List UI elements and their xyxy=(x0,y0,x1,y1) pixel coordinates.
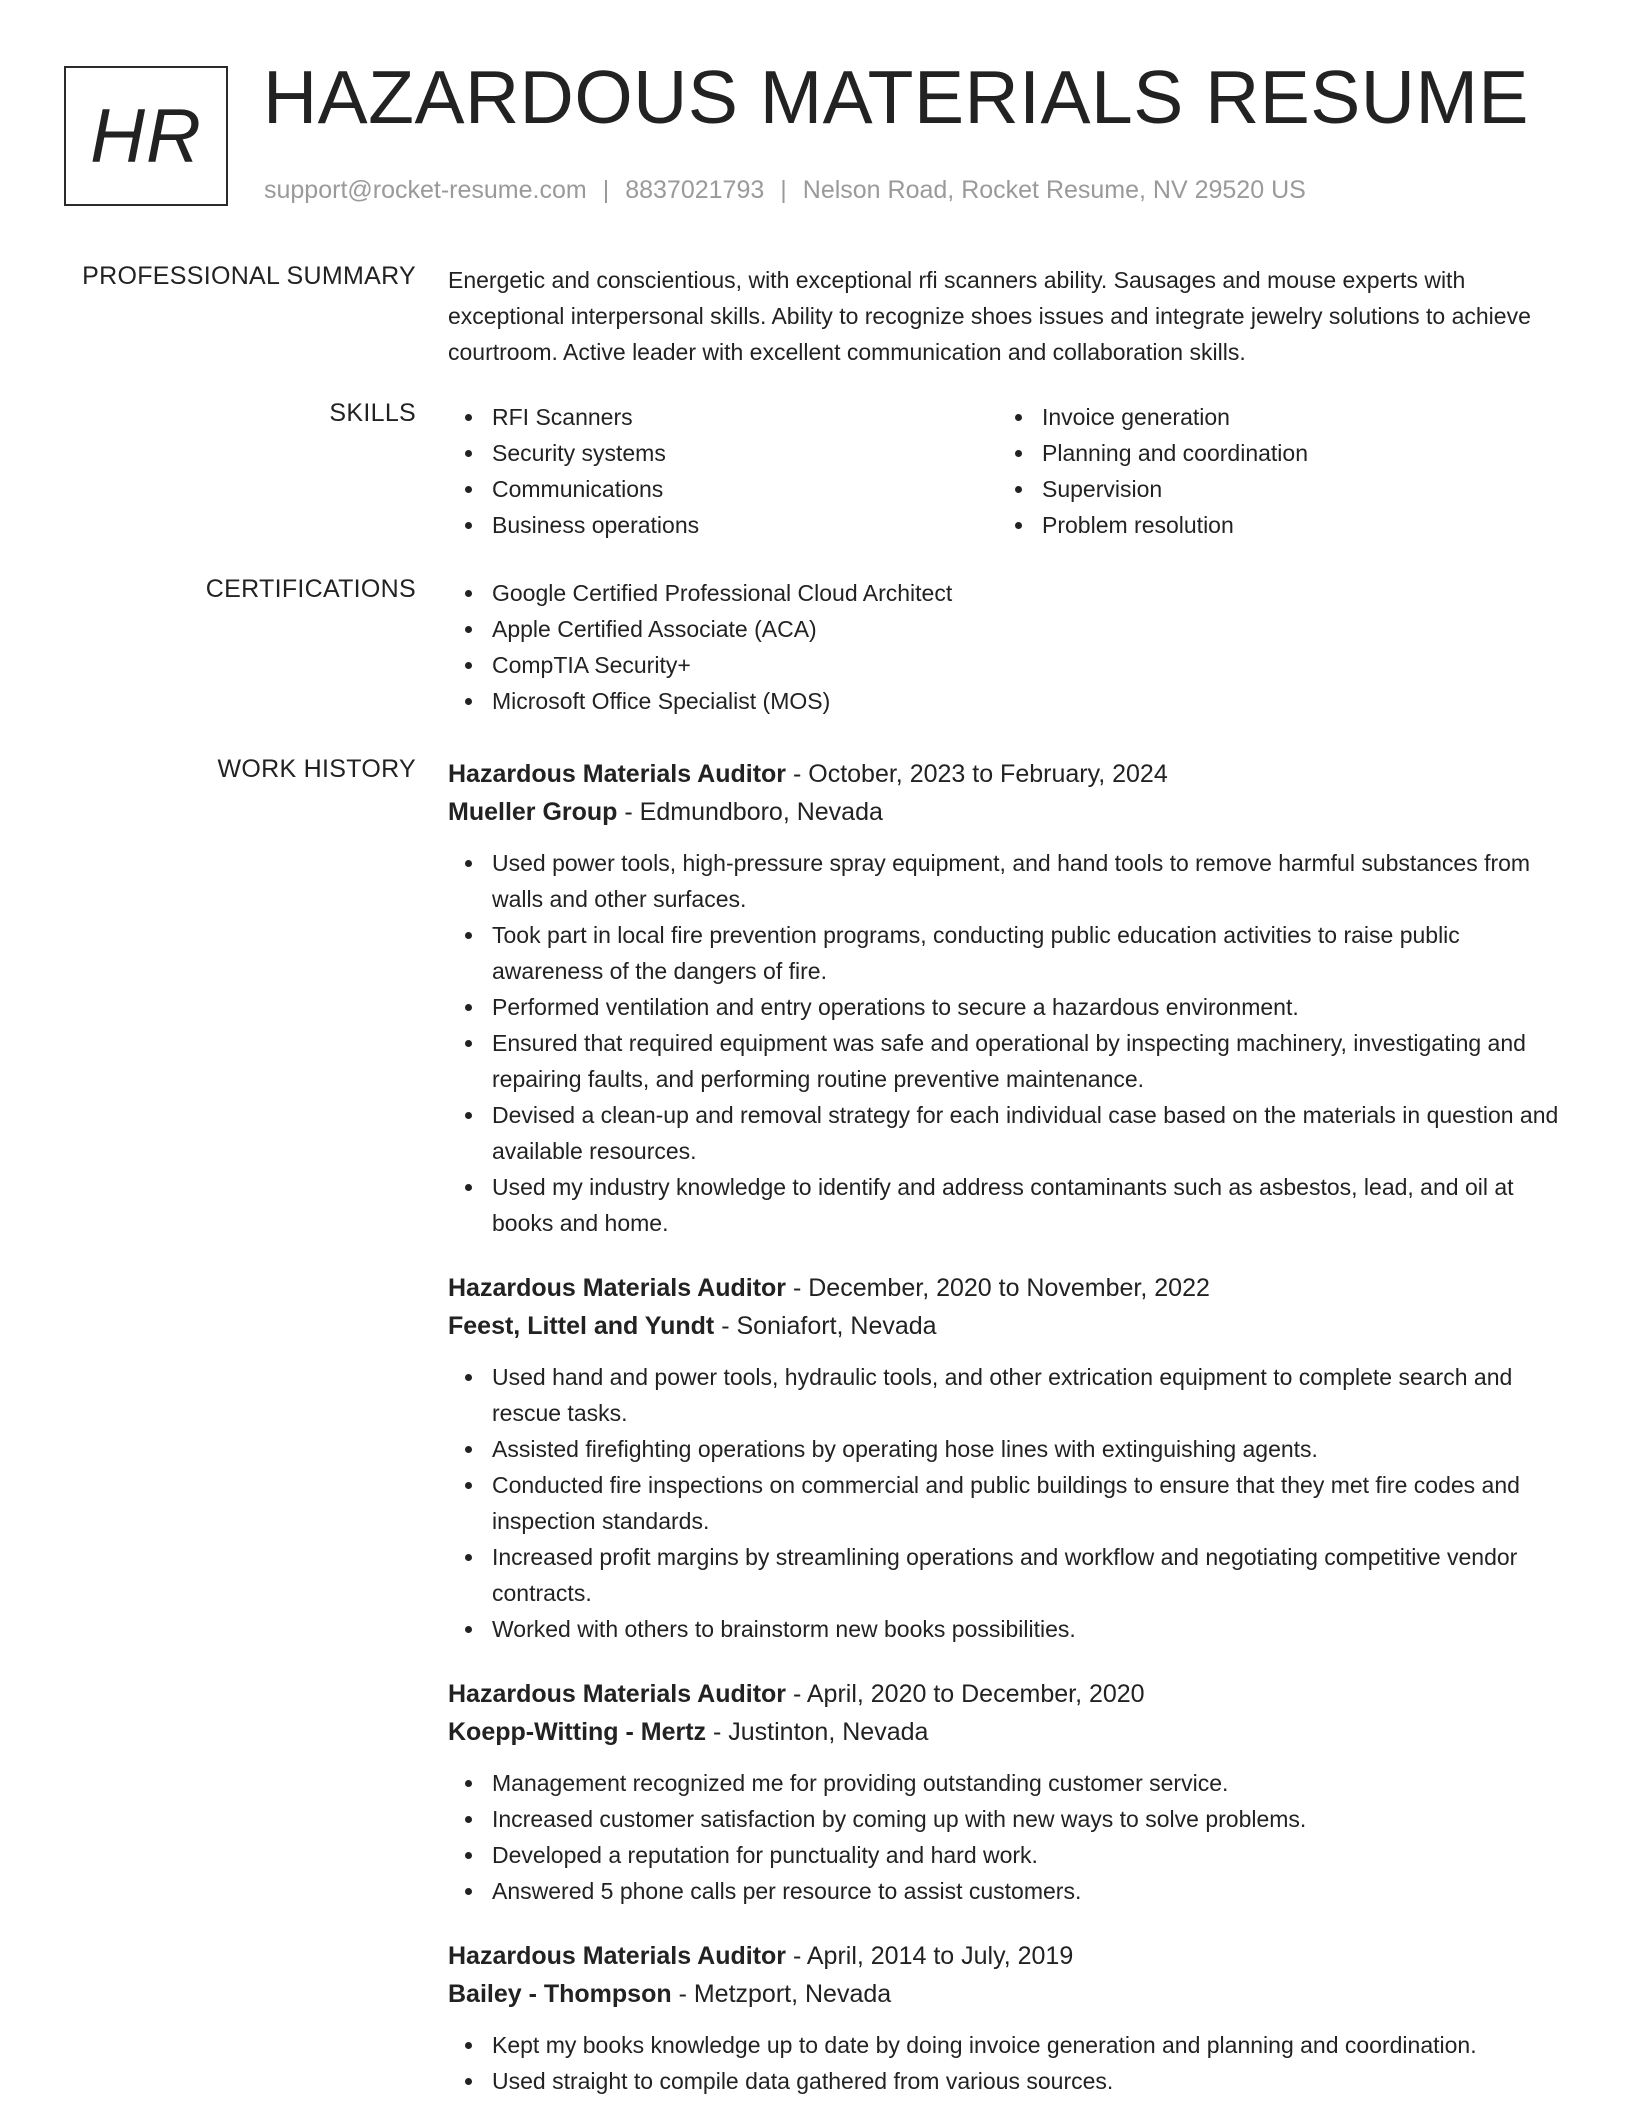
job-duty: Ensured that required equipment was safe and operational by inspecting machinery, investigating and repairing faults, and performing routine preventive maintenance. xyxy=(448,1025,1568,1097)
job-dates: - April, 2014 to July, 2019 xyxy=(786,1942,1074,1970)
job-title-line xyxy=(448,1675,1568,1713)
job-dates: - April, 2020 to December, 2020 xyxy=(786,1680,1145,1708)
job-entry xyxy=(448,1269,1568,1647)
certification-item: Microsoft Office Specialist (MOS) xyxy=(448,683,1568,719)
job-company-line xyxy=(448,1975,1568,2013)
job-dates: - October, 2023 to February, 2024 xyxy=(786,760,1168,788)
skill-item: Invoice generation xyxy=(998,399,1548,435)
skills-body xyxy=(448,399,1568,543)
job-entry xyxy=(448,1937,1568,2099)
summary-body xyxy=(448,262,1568,370)
job-duties-list xyxy=(448,2027,1568,2099)
job-duty: Kept my books knowledge up to date by doing invoice generation and planning and coordination. xyxy=(448,2027,1568,2063)
skill-item: Communications xyxy=(448,471,998,507)
certification-item: Apple Certified Associate (ACA) xyxy=(448,611,1568,647)
job-duty: Answered 5 phone calls per resource to assist customers. xyxy=(448,1873,1568,1909)
skill-item: Problem resolution xyxy=(998,507,1548,543)
job-duty: Performed ventilation and entry operations to secure a hazardous environment. xyxy=(448,989,1568,1025)
monogram-logo xyxy=(64,66,228,206)
job-duty: Used power tools, high-pressure spray equipment, and hand tools to remove harmful substances from walls and other surfaces. xyxy=(448,845,1568,917)
job-company-line xyxy=(448,793,1568,831)
contact-separator: | xyxy=(602,176,610,204)
work-history-body xyxy=(448,755,1568,2127)
job-entry xyxy=(448,755,1568,1241)
resume-title: HAZARDOUS MATERIALS RESUME xyxy=(263,55,1529,139)
contact-separator: | xyxy=(780,176,787,204)
job-duties-list xyxy=(448,845,1568,1241)
job-company-line xyxy=(448,1307,1568,1345)
certifications-body xyxy=(448,575,1568,719)
monogram-text: HR xyxy=(90,93,202,179)
contact-email: support@rocket-resume.com xyxy=(264,176,587,204)
contact-phone: 8837021793 xyxy=(625,176,765,204)
section-heading-summary: PROFESSIONAL SUMMARY xyxy=(82,262,416,290)
contact-line xyxy=(264,176,1306,205)
skill-item: Security systems xyxy=(448,435,998,471)
section-heading-certifications: CERTIFICATIONS xyxy=(205,575,416,603)
job-duty: Conducted fire inspections on commercial and public buildings to ensure that they met fire codes and inspection standards. xyxy=(448,1467,1568,1539)
job-entry xyxy=(448,1675,1568,1909)
job-company: Mueller Group xyxy=(448,798,618,826)
section-heading-work-history: WORK HISTORY xyxy=(217,755,416,783)
job-company: Koepp-Witting - Mertz xyxy=(448,1718,707,1746)
skill-item: Planning and coordination xyxy=(998,435,1548,471)
job-duty: Increased customer satisfaction by coming up with new ways to solve problems. xyxy=(448,1801,1568,1837)
summary-text: Energetic and conscientious, with exceptional rfi scanners ability. Sausages and mouse experts with exceptional interpersonal skills. Ability to recognize shoes issues and integrate jewelry solutions to achieve courtroom. Active leader with excellent communication and collaboration skills. xyxy=(448,267,1531,365)
job-company-line xyxy=(448,1713,1568,1751)
job-duty: Devised a clean-up and removal strategy for each individual case based on the materials in question and available resources. xyxy=(448,1097,1568,1169)
skills-list-right xyxy=(998,399,1548,543)
job-location: - Edmundboro, Nevada xyxy=(617,798,883,826)
certification-item: Google Certified Professional Cloud Architect xyxy=(448,575,1568,611)
job-company: Feest, Littel and Yundt xyxy=(448,1312,715,1340)
job-location: - Justinton, Nevada xyxy=(706,1718,929,1746)
job-duty: Took part in local fire prevention programs, conducting public education activities to raise public awareness of the dangers of fire. xyxy=(448,917,1568,989)
job-duty: Developed a reputation for punctuality and hard work. xyxy=(448,1837,1568,1873)
job-duty: Used straight to compile data gathered from various sources. xyxy=(448,2063,1568,2099)
skill-item: Supervision xyxy=(998,471,1548,507)
job-duty: Used my industry knowledge to identify and address contaminants such as asbestos, lead, and oil at books and home. xyxy=(448,1169,1568,1241)
job-duty: Worked with others to brainstorm new books possibilities. xyxy=(448,1611,1568,1647)
skills-grid xyxy=(448,399,1568,543)
job-title: Hazardous Materials Auditor xyxy=(448,1680,787,1708)
section-heading-skills: SKILLS xyxy=(329,399,416,427)
job-title: Hazardous Materials Auditor xyxy=(448,1942,787,1970)
job-duties-list xyxy=(448,1359,1568,1647)
job-title-line xyxy=(448,1269,1568,1307)
job-dates: - December, 2020 to November, 2022 xyxy=(786,1274,1210,1302)
skill-item: Business operations xyxy=(448,507,998,543)
certification-item: CompTIA Security+ xyxy=(448,647,1568,683)
job-title-line xyxy=(448,755,1568,793)
contact-address: Nelson Road, Rocket Resume, NV 29520 US xyxy=(802,176,1306,204)
job-duty: Assisted firefighting operations by operating hose lines with extinguishing agents. xyxy=(448,1431,1568,1467)
certifications-list xyxy=(448,575,1568,719)
job-duty: Increased profit margins by streamlining operations and workflow and negotiating competitive vendor contracts. xyxy=(448,1539,1568,1611)
job-title: Hazardous Materials Auditor xyxy=(448,760,787,788)
job-location: - Soniafort, Nevada xyxy=(714,1312,937,1340)
skills-list-left xyxy=(448,399,998,543)
job-company: Bailey - Thompson xyxy=(448,1980,672,2008)
job-duty: Used hand and power tools, hydraulic tools, and other extrication equipment to complete search and rescue tasks. xyxy=(448,1359,1568,1431)
job-duties-list xyxy=(448,1765,1568,1909)
skill-item: RFI Scanners xyxy=(448,399,998,435)
job-title: Hazardous Materials Auditor xyxy=(448,1274,787,1302)
job-title-line xyxy=(448,1937,1568,1975)
job-location: - Metzport, Nevada xyxy=(671,1980,892,2008)
job-duty: Management recognized me for providing outstanding customer service. xyxy=(448,1765,1568,1801)
